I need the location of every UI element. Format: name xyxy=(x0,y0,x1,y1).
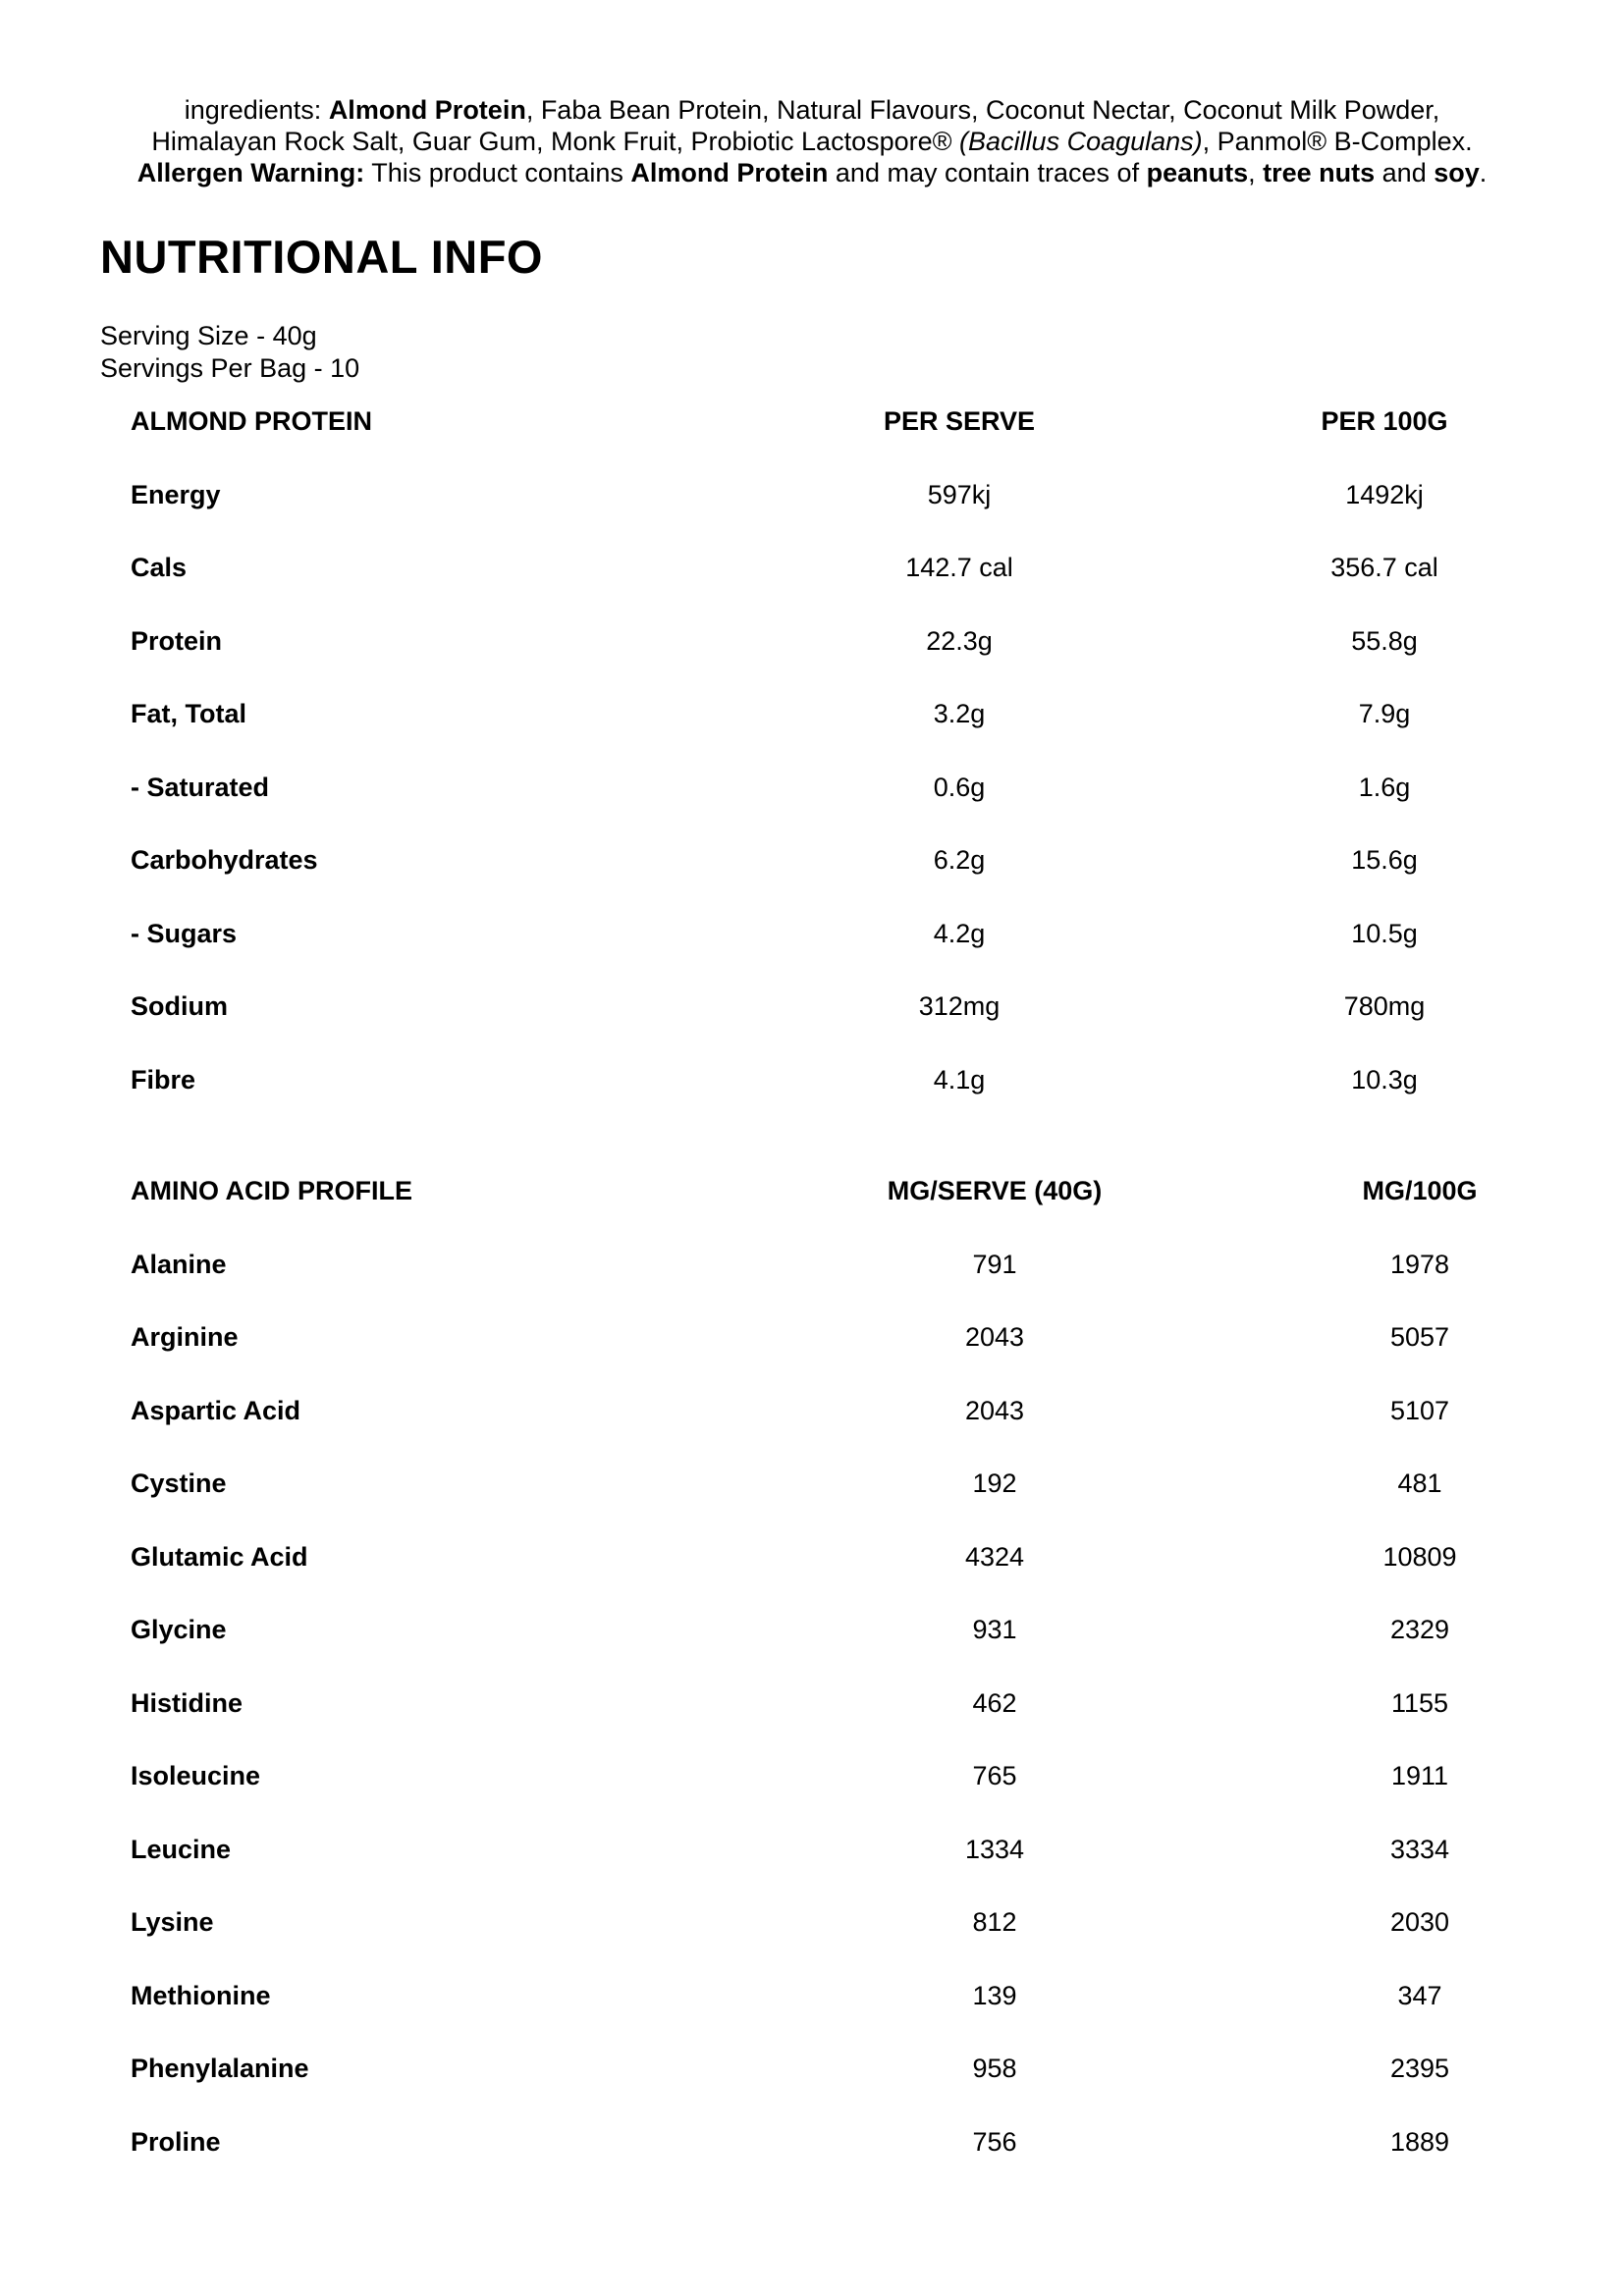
column-header: PER SERVE xyxy=(883,406,1036,436)
mg-per-serve-value: 2043 xyxy=(964,1322,1025,1352)
column-header: MG/100G xyxy=(1362,1176,1478,1205)
separator: , xyxy=(1248,158,1264,187)
per-100g-value: 10.3g xyxy=(1351,1064,1418,1095)
page-title: NUTRITIONAL INFO xyxy=(100,231,543,283)
allergen-text: and may contain traces of xyxy=(828,158,1147,187)
column-header: MG/SERVE (40G) xyxy=(887,1176,1103,1205)
mg-per-serve-value: 812 xyxy=(972,1907,1017,1937)
row-label: Fibre xyxy=(131,1064,196,1095)
table-row xyxy=(0,626,1624,700)
row-label: Methionine xyxy=(131,1980,271,2010)
table-row xyxy=(0,1615,1624,1688)
mg-per-serve-value: 756 xyxy=(972,2126,1017,2157)
ingredients-text: , Panmol® B-Complex. xyxy=(1202,127,1473,156)
servings-per-bag: Servings Per Bag - 10 xyxy=(100,353,360,383)
serving-info xyxy=(100,320,359,385)
mg-per-100g-value: 481 xyxy=(1397,1468,1442,1498)
ingredient-almond-protein: Almond Protein xyxy=(328,95,526,125)
row-label: Leucine xyxy=(131,1834,232,1864)
allergen-tree-nuts: tree nuts xyxy=(1263,158,1376,187)
per-100g-value: 15.6g xyxy=(1351,845,1418,875)
allergen-soy: soy xyxy=(1434,158,1480,187)
table-row xyxy=(0,1468,1624,1542)
table-row xyxy=(0,699,1624,773)
row-label: Cystine xyxy=(131,1468,227,1498)
table-row xyxy=(0,1065,1624,1139)
column-header: PER 100G xyxy=(1321,406,1448,436)
mg-per-serve-value: 931 xyxy=(972,1615,1017,1644)
mg-per-serve-value: 192 xyxy=(972,1468,1017,1498)
separator: and xyxy=(1375,158,1435,187)
per-100g-value: 55.8g xyxy=(1351,625,1418,656)
mg-per-100g-value: 10809 xyxy=(1382,1541,1457,1572)
table-row xyxy=(0,1322,1624,1396)
table-row xyxy=(0,1907,1624,1981)
mg-per-100g-value: 2395 xyxy=(1389,2054,1450,2083)
per-serve-value: 4.1g xyxy=(933,1064,986,1095)
mg-per-serve-value: 958 xyxy=(972,2054,1017,2083)
table-row xyxy=(0,919,1624,992)
per-100g-value: 7.9g xyxy=(1358,699,1411,728)
table-row xyxy=(0,1835,1624,1908)
row-label: Sodium xyxy=(131,991,228,1021)
table-row xyxy=(0,2127,1624,2201)
mg-per-serve-value: 1334 xyxy=(964,1834,1025,1864)
row-label: Glutamic Acid xyxy=(131,1541,308,1572)
row-label: Glycine xyxy=(131,1615,227,1644)
per-serve-value: 312mg xyxy=(918,991,1001,1021)
amino-acid-table xyxy=(0,1176,1624,2200)
table-row xyxy=(0,480,1624,554)
table-row xyxy=(0,1250,1624,1323)
row-label: Proline xyxy=(131,2126,221,2157)
row-label: Lysine xyxy=(131,1907,214,1937)
row-label: Phenylalanine xyxy=(131,2054,309,2083)
column-header: AMINO ACID PROFILE xyxy=(131,1176,412,1205)
per-100g-value: 1.6g xyxy=(1358,772,1411,802)
mg-per-100g-value: 2329 xyxy=(1389,1615,1450,1644)
row-label: - Sugars xyxy=(131,918,238,948)
per-100g-value: 780mg xyxy=(1343,991,1426,1021)
row-label: Carbohydrates xyxy=(131,845,318,875)
table-row xyxy=(0,845,1624,919)
table-row xyxy=(0,773,1624,846)
row-label: Aspartic Acid xyxy=(131,1395,301,1425)
serving-size: Serving Size - 40g xyxy=(100,321,317,350)
row-label: Energy xyxy=(131,479,221,509)
table-row xyxy=(0,1542,1624,1616)
mg-per-serve-value: 765 xyxy=(972,1761,1017,1790)
table-row xyxy=(0,1761,1624,1835)
nutrition-table xyxy=(0,406,1624,1138)
mg-per-100g-value: 2030 xyxy=(1389,1907,1450,1937)
mg-per-100g-value: 347 xyxy=(1397,1980,1442,2010)
row-label: Alanine xyxy=(131,1249,227,1279)
mg-per-100g-value: 1155 xyxy=(1390,1687,1449,1718)
allergen-text: This product contains xyxy=(364,158,631,187)
per-serve-value: 4.2g xyxy=(933,918,986,948)
ingredients-text: , Faba Bean Protein, Natural Flavours, Coconut Nectar, Coconut Milk Powder, xyxy=(525,95,1440,125)
per-serve-value: 6.2g xyxy=(933,845,986,875)
mg-per-100g-value: 3334 xyxy=(1389,1834,1450,1864)
table-row xyxy=(0,1396,1624,1469)
per-serve-value: 0.6g xyxy=(933,772,986,802)
ingredients-line-1 xyxy=(79,94,1545,126)
table-row xyxy=(0,991,1624,1065)
column-header: ALMOND PROTEIN xyxy=(131,406,372,436)
row-label: Cals xyxy=(131,553,188,582)
mg-per-100g-value: 5107 xyxy=(1389,1395,1450,1425)
per-serve-value: 3.2g xyxy=(933,699,986,728)
mg-per-serve-value: 791 xyxy=(972,1249,1017,1279)
per-serve-value: 22.3g xyxy=(926,625,993,656)
row-label: Protein xyxy=(131,625,223,656)
mg-per-serve-value: 2043 xyxy=(964,1395,1025,1425)
mg-per-100g-value: 1911 xyxy=(1390,1761,1449,1790)
mg-per-100g-value: 1978 xyxy=(1389,1249,1450,1279)
mg-per-serve-value: 139 xyxy=(972,1980,1017,2010)
table-row xyxy=(0,1688,1624,1762)
per-100g-value: 356.7 cal xyxy=(1330,553,1438,582)
row-label: Fat, Total xyxy=(131,699,246,728)
probiotic-species: (Bacillus Coagulans) xyxy=(959,127,1203,156)
mg-per-serve-value: 4324 xyxy=(964,1541,1025,1572)
per-100g-value: 1492kj xyxy=(1345,479,1424,509)
allergen-warning xyxy=(79,157,1545,188)
allergen-item: Almond Protein xyxy=(630,158,829,187)
table-row xyxy=(0,1981,1624,2055)
row-label: - Saturated xyxy=(131,772,270,802)
per-serve-value: 597kj xyxy=(927,479,992,509)
per-100g-value: 10.5g xyxy=(1351,918,1418,948)
mg-per-100g-value: 1889 xyxy=(1389,2126,1450,2157)
ingredients-line-2 xyxy=(79,126,1545,157)
row-label: Arginine xyxy=(131,1322,239,1352)
allergen-label: Allergen Warning: xyxy=(136,158,365,187)
ingredients-statement xyxy=(79,94,1545,188)
row-label: Histidine xyxy=(131,1687,244,1718)
per-serve-value: 142.7 cal xyxy=(905,553,1013,582)
table-row xyxy=(0,2054,1624,2127)
mg-per-serve-value: 462 xyxy=(972,1687,1017,1718)
table-header xyxy=(0,1176,1624,1250)
table-header xyxy=(0,406,1624,480)
ingredients-label: ingredients: xyxy=(184,95,329,125)
mg-per-100g-value: 5057 xyxy=(1389,1322,1450,1352)
ingredients-text: Himalayan Rock Salt, Guar Gum, Monk Fruit, Probiotic Lactospore® xyxy=(151,127,952,156)
table-row xyxy=(0,553,1624,626)
row-label: Isoleucine xyxy=(131,1761,261,1790)
allergen-peanuts: peanuts xyxy=(1146,158,1249,187)
separator: . xyxy=(1479,158,1488,187)
